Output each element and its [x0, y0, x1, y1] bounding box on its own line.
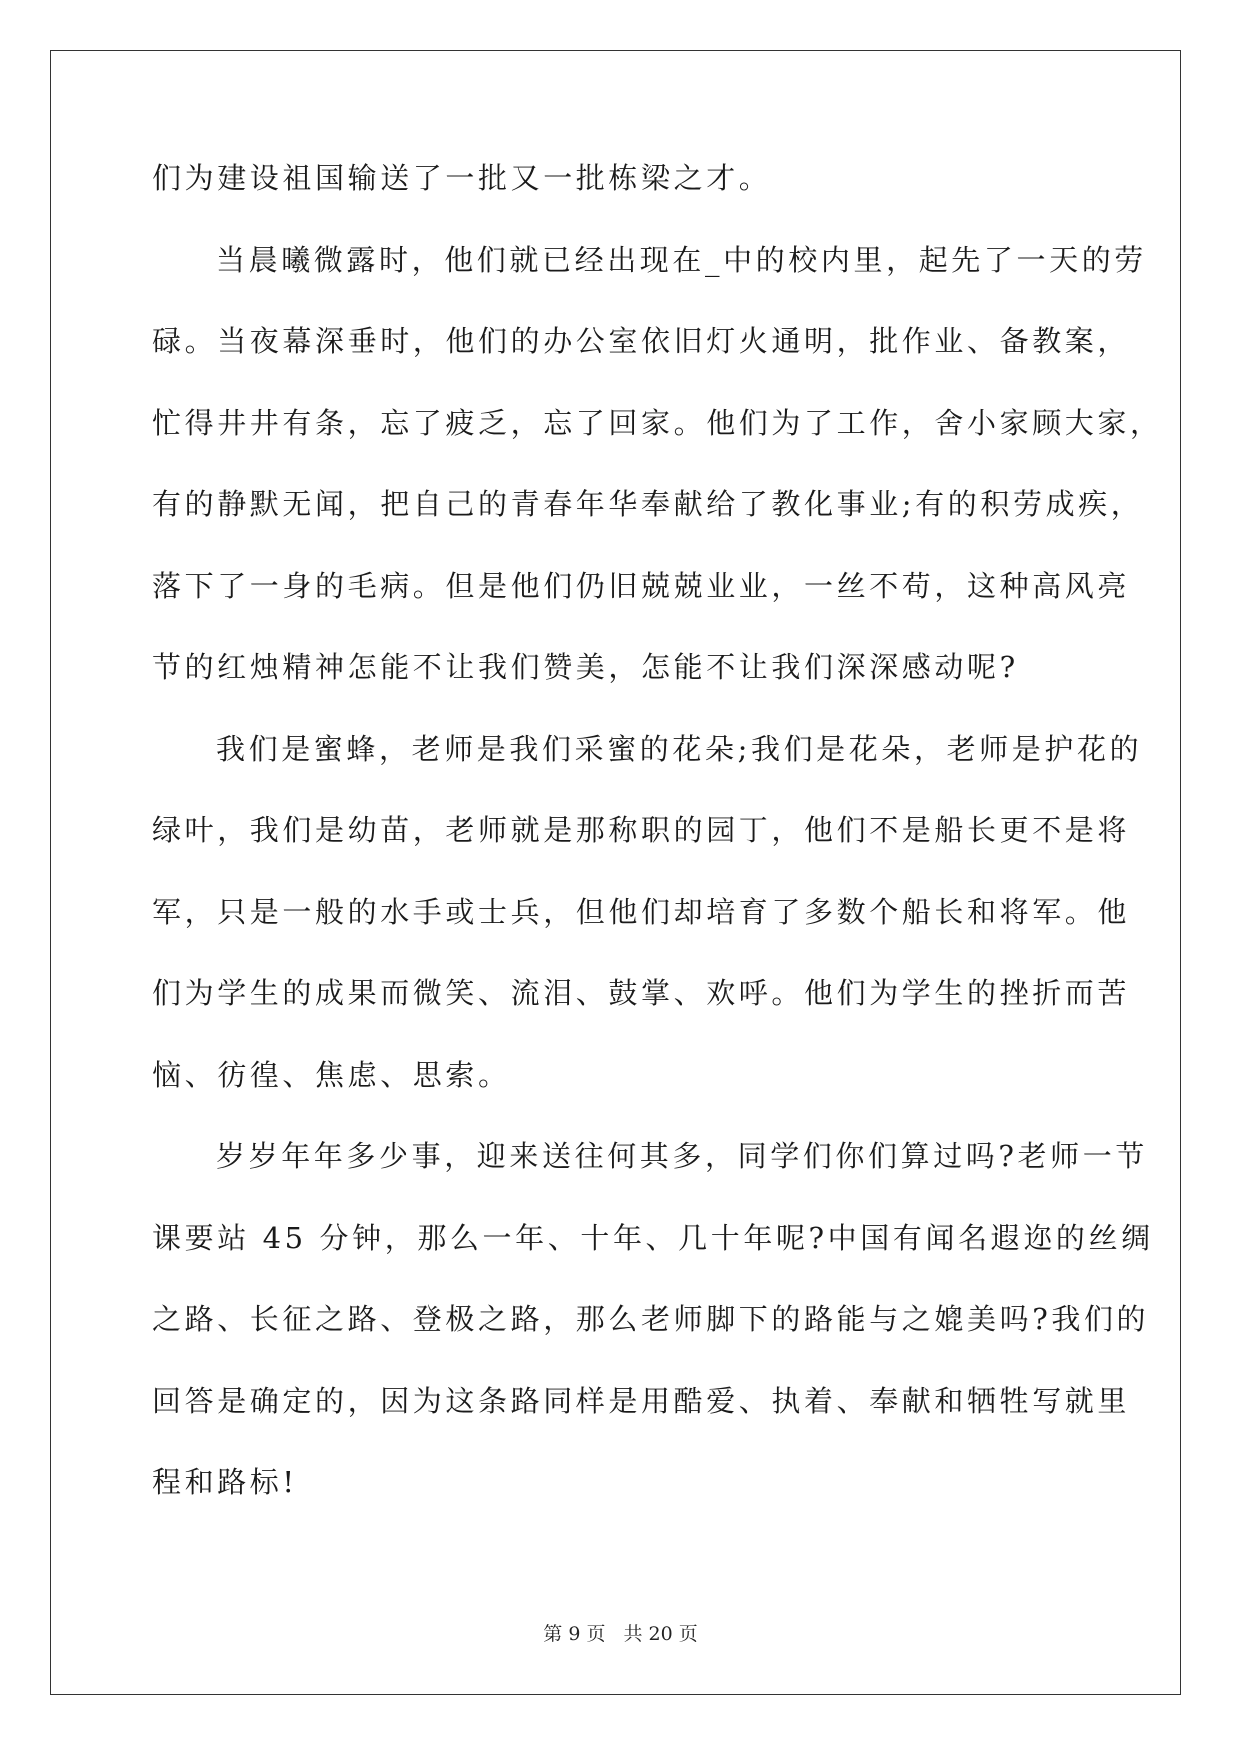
text-line: 当晨曦微露时，他们就已经出现在_中的校内里，起先了一天的劳: [216, 242, 1147, 277]
text-line: 绿叶，我们是幼苗，老师就是那称职的园丁，他们不是船长更不是将: [152, 813, 1131, 847]
text-line: 我们是蜜蜂，老师是我们采蜜的花朵;我们是花朵，老师是护花的: [216, 731, 1143, 766]
text-line: 们为学生的成果而微笑、流泪、鼓掌、欢呼。他们为学生的挫折而苦: [152, 976, 1131, 1010]
text-line: 回答是确定的，因为这条路同样是用酷爱、执着、奉献和牺牲写就里: [152, 1383, 1131, 1418]
text-line: 恼、彷徨、焦虑、思索。: [152, 1057, 511, 1092]
text-line: 节的红烛精神怎能不让我们赞美，怎能不让我们深深感动呢?: [152, 650, 1019, 684]
page-total: 共 20 页: [623, 1623, 698, 1645]
text-line: 落下了一身的毛病。但是他们仍旧兢兢业业，一丝不苟，这种高风亮: [152, 568, 1131, 603]
text-line: 忙得井井有条，忘了疲乏，忘了回家。他们为了工作，舍小家顾大家，: [152, 405, 1163, 440]
page-number: 第 9 页: [543, 1623, 606, 1645]
document-body: [152, 160, 1163, 1546]
text-line: 们为建设祖国输送了一批又一批栋梁之才。: [152, 161, 772, 195]
text-line: 之路、长征之路、登极之路，那么老师脚下的路能与之媲美吗?我们的: [152, 1302, 1150, 1336]
page-footer: [0, 1619, 1241, 1646]
text-line: 碌。当夜幕深垂时，他们的办公室依旧灯火通明，批作业、备教案，: [152, 324, 1131, 358]
text-line: 有的静默无闻，把自己的青春年华奉献给了教化事业;有的积劳成疾，: [152, 487, 1144, 521]
text-line: 岁岁年年多少事，迎来送往何其多，同学们你们算过吗?老师一节: [216, 1139, 1148, 1173]
text-line: 课要站 45 分钟，那么一年、十年、几十年呢?中国有闻名遐迩的丝绸: [152, 1220, 1154, 1255]
text-line: 军，只是一般的水手或士兵，但他们却培育了多数个船长和将军。他: [152, 894, 1131, 929]
text-line: 程和路标!: [152, 1465, 298, 1499]
